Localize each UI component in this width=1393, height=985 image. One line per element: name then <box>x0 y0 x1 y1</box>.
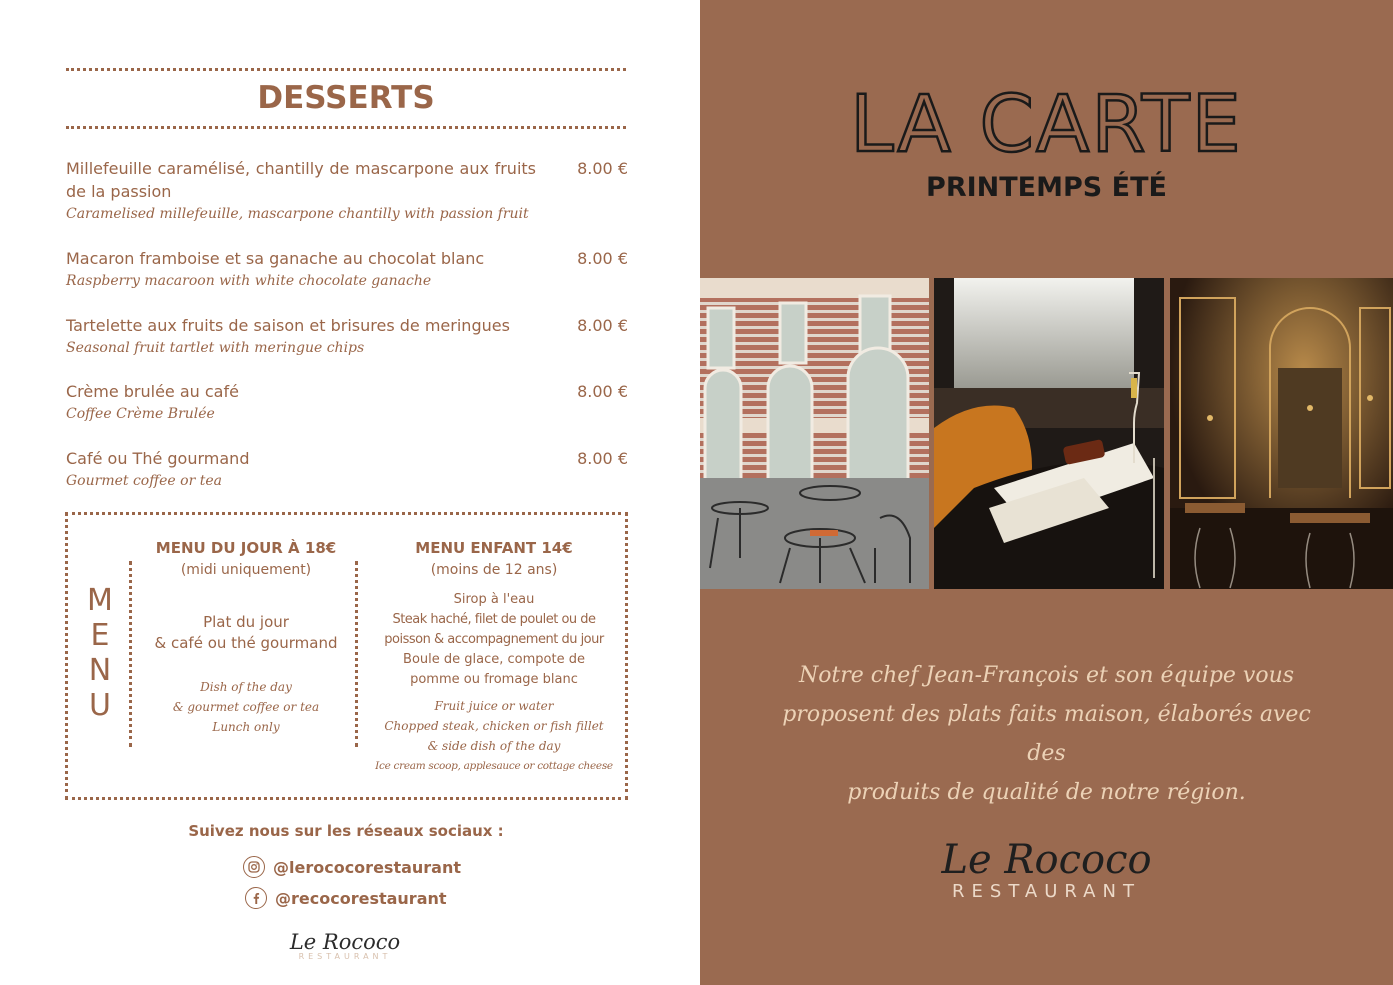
logo-small-subtitle: RESTAURANT <box>298 952 392 961</box>
dessert-name-en: Coffee Crème Brulée <box>66 406 215 422</box>
chef-line: produits de qualité de notre région. <box>847 780 1246 805</box>
menu-du-jour-subtitle: (midi uniquement) <box>180 562 312 578</box>
menu-du-jour-fr: & café ou thé gourmand <box>154 634 338 652</box>
cover-page <box>700 0 1393 985</box>
dessert-item <box>66 447 628 491</box>
dessert-name-fr: Café ou Thé gourmand <box>66 449 250 468</box>
dessert-item <box>66 380 628 424</box>
chef-description <box>760 656 1333 812</box>
instagram-link[interactable] <box>243 856 461 878</box>
photo-strip <box>700 278 1393 589</box>
logo-small <box>240 930 450 961</box>
dessert-price: 8.00 € <box>577 382 628 401</box>
menu-du-jour-en: Lunch only <box>212 720 280 734</box>
menu-enfant-en: & side dish of the day <box>427 739 561 753</box>
logo-big-script: Le Rococo <box>941 837 1152 883</box>
divider-top <box>66 68 626 71</box>
divider-bottom <box>66 126 626 129</box>
menu-letter: N <box>88 653 112 688</box>
menu-letter: M <box>87 583 113 618</box>
cover-season: PRINTEMPS ÉTÉ <box>926 172 1167 203</box>
terrace-photo <box>700 278 929 589</box>
dessert-name-fr: Millefeuille caramélisé, chantilly de mascarpone aux fruits de la passion <box>66 159 536 201</box>
instagram-icon <box>243 856 265 878</box>
cover-title: LA CARTE <box>850 80 1243 170</box>
instagram-handle: @lerococorestaurant <box>273 857 461 877</box>
logo-big <box>700 835 1393 902</box>
menu-enfant-en: Chopped steak, chicken or fish fillet <box>384 719 604 733</box>
dessert-item <box>66 314 628 358</box>
menu-enfant-fr: Boule de glace, compote de <box>403 652 585 667</box>
menu-enfant-fr: poisson & accompagnement du jour <box>384 632 604 647</box>
dessert-price: 8.00 € <box>577 316 628 335</box>
dish-photo <box>934 278 1164 589</box>
menu-du-jour-en: Dish of the day <box>200 680 292 694</box>
menu-enfant-fr: Steak haché, filet de poulet ou de <box>392 612 596 627</box>
desserts-title: DESSERTS <box>257 80 435 116</box>
menu-enfant-subtitle: (moins de 12 ans) <box>430 562 558 578</box>
dessert-name-en: Raspberry macaroon with white chocolate ganache <box>66 273 432 289</box>
dessert-name-fr: Crème brulée au café <box>66 382 239 401</box>
dessert-price: 8.00 € <box>577 449 628 468</box>
dessert-name-fr: Tartelette aux fruits de saison et brisures de meringues <box>66 316 510 335</box>
menu-enfant-en: Fruit juice or water <box>434 699 554 713</box>
menu-enfant-fr: Sirop à l'eau <box>453 592 535 607</box>
menu-box <box>65 512 628 800</box>
interior-photo <box>1170 278 1393 589</box>
menu-enfant-en: Ice cream scoop, applesauce or cottage cheese <box>375 760 613 772</box>
menu-enfant <box>363 537 625 776</box>
column-divider <box>355 561 358 747</box>
facebook-handle: @recocorestaurant <box>275 888 447 908</box>
dessert-name-en: Caramelised millefeuille, mascarpone chantilly with passion fruit <box>66 206 529 222</box>
menu-du-jour <box>141 537 351 737</box>
chef-line: proposent des plats faits maison, élaborés avec des <box>782 702 1311 766</box>
menu-du-jour-en: & gourmet coffee or tea <box>172 700 320 714</box>
dessert-price: 8.00 € <box>577 249 628 268</box>
social-title: Suivez nous sur les réseaux sociaux : <box>188 822 504 840</box>
logo-big-subtitle: RESTAURANT <box>952 881 1141 902</box>
dessert-price: 8.00 € <box>577 159 628 178</box>
facebook-link[interactable] <box>245 887 447 909</box>
logo-small-script: Le Rococo <box>289 930 401 954</box>
dessert-name-en: Gourmet coffee or tea <box>66 473 222 489</box>
menu-enfant-title: MENU ENFANT 14€ <box>415 539 573 557</box>
menu-letter: E <box>90 618 110 653</box>
menu-vertical-label <box>83 583 117 723</box>
dessert-name-en: Seasonal fruit tartlet with meringue chips <box>66 340 365 356</box>
dessert-item <box>66 157 628 224</box>
dessert-item <box>66 247 628 291</box>
dessert-name-fr: Macaron framboise et sa ganache au chocolat blanc <box>66 249 485 268</box>
chef-line: Notre chef Jean-François et son équipe vous <box>798 663 1295 688</box>
menu-du-jour-fr: Plat du jour <box>203 613 289 631</box>
menu-enfant-fr: pomme ou fromage blanc <box>410 672 578 687</box>
column-divider <box>129 561 132 747</box>
facebook-icon <box>245 887 267 909</box>
menu-du-jour-title: MENU DU JOUR À 18€ <box>155 539 337 557</box>
menu-letter: U <box>89 688 111 723</box>
